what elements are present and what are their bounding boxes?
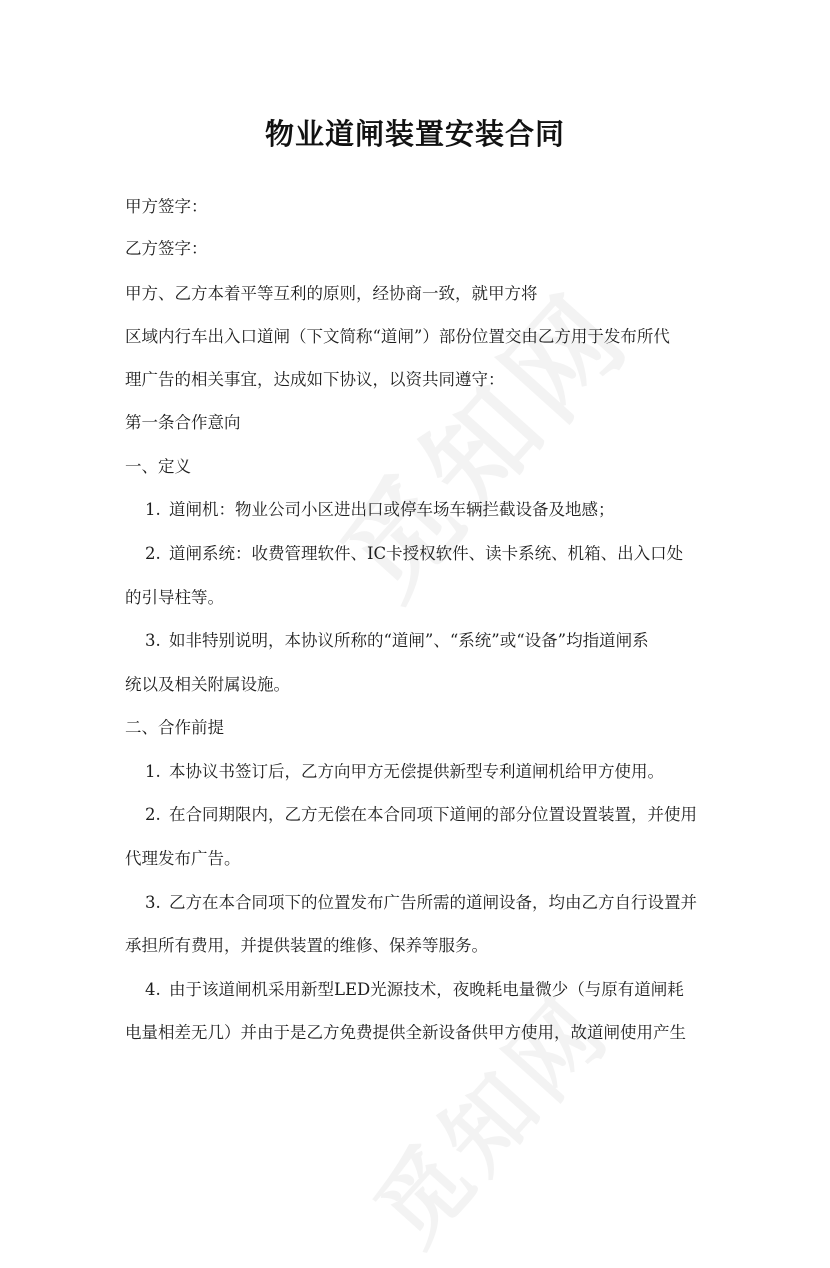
list-item	[145, 544, 683, 564]
list-continuation: 电量相差无几）并由于是乙方免费提供全新设备供甲方使用，故道闸使用产生	[125, 1023, 686, 1042]
list-number: 4.	[145, 980, 161, 999]
list-continuation: 统以及相关附属设施。	[125, 675, 290, 694]
preamble-line: 理广告的相关事宜，达成如下协议，以资共同遵守：	[125, 370, 505, 389]
list-item	[145, 805, 697, 825]
preamble-line: 区域内行车出入口道闸（下文简称“道闸”）部份位置交由乙方用于发布所代	[125, 327, 670, 346]
list-continuation: 承担所有费用，并提供装置的维修、保养等服务。	[125, 936, 488, 955]
watermark	[301, 252, 659, 625]
list-item	[145, 631, 649, 651]
list-number: 1.	[145, 762, 161, 781]
list-item	[145, 500, 615, 520]
section-heading: 二、合作前提	[125, 718, 224, 737]
list-number: 2.	[145, 544, 161, 563]
list-number: 3.	[145, 893, 161, 912]
article-heading: 第一条合作意向	[125, 413, 241, 432]
list-item	[145, 980, 684, 1000]
list-text: 道闸机：物业公司小区进出口或停车场车辆拦截设备及地感；	[169, 500, 615, 519]
list-text: 本协议书签订后，乙方向甲方无偿提供新型专利道闸机给甲方使用。	[169, 762, 664, 781]
watermark	[340, 962, 633, 1267]
list-continuation: 的引导柱等。	[125, 588, 224, 607]
preamble-line: 甲方、乙方本着平等互利的原则，经协商一致，就甲方将	[125, 284, 538, 303]
page-title: 物业道闸装置安装合同	[264, 117, 565, 151]
list-item	[145, 893, 697, 913]
list-continuation: 代理发布广告。	[125, 849, 241, 868]
list-text: 道闸系统：收费管理软件、IC卡授权软件、读卡系统、机箱、出入口处	[169, 544, 684, 563]
list-text: 如非特别说明，本协议所称的“道闸”、“系统”或“设备”均指道闸系	[169, 631, 649, 650]
list-number: 1.	[145, 500, 161, 519]
party-a-signature: 甲方签字：	[125, 197, 208, 216]
list-text: 在合同期限内，乙方无偿在本合同项下道闸的部分位置设置装置，并使用	[169, 805, 697, 824]
list-number: 2.	[145, 805, 161, 824]
list-item	[145, 762, 664, 782]
party-b-signature: 乙方签字：	[125, 239, 208, 258]
section-heading: 一、定义	[125, 457, 191, 476]
list-number: 3.	[145, 631, 161, 650]
list-text: 乙方在本合同项下的位置发布广告所需的道闸设备，均由乙方自行设置并	[169, 893, 697, 912]
list-text: 由于该道闸机采用新型LED光源技术，夜晚耗电量微少（与原有道闸耗	[169, 980, 684, 999]
